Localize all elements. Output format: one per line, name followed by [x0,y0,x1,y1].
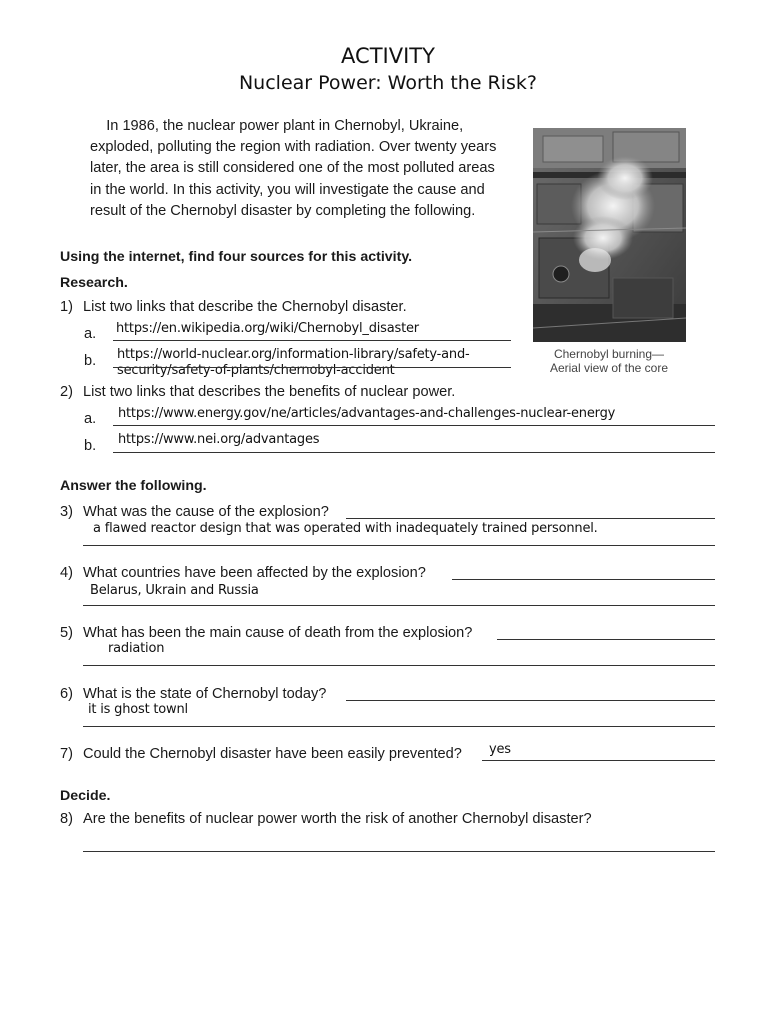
q5-line-1 [497,639,715,640]
q2-b-answer[interactable]: https://www.nei.org/advantages [118,432,320,447]
q6-answer[interactable]: it is ghost townl [88,702,188,717]
question-3-text: What was the cause of the explosion? [83,504,329,520]
q2-a-answer[interactable]: https://www.energy.gov/ne/articles/advantages-and-challenges-nuclear-energy [118,406,616,421]
q2-a-label: a. [84,411,97,427]
q1-b-answer-line-2[interactable]: security/safety-of-plants/chernobyl-accident [117,363,395,378]
q3-line-2 [83,545,715,546]
question-3-number: 3) [60,504,73,520]
q2-b-line [113,452,715,453]
q3-answer[interactable]: a flawed reactor design that was operated with inadequately trained personnel. [93,521,598,536]
question-5-text: What has been the main cause of death from the explosion? [83,625,473,641]
question-2-number: 2) [60,384,73,400]
intro-paragraph [90,116,510,222]
question-8-number: 8) [60,811,73,827]
question-2-text: List two links that describes the benefits of nuclear power. [83,384,456,400]
q5-answer[interactable]: radiation [108,641,165,656]
question-7-number: 7) [60,746,73,762]
intro-text: In 1986, the nuclear power plant in Chernobyl, Ukraine, exploded, polluting the region with radiation. Over twenty years later, the area is still considered one of the most polluted areas in the world. In this activity, you will investigate the cause and result of the Chernobyl disaster by completing the following. [90,118,497,219]
q6-line-1 [346,700,715,701]
q8-line[interactable] [83,851,715,852]
instructions-heading: Using the internet, find four sources for this activity. [60,249,413,265]
question-7-text: Could the Chernobyl disaster have been easily prevented? [83,746,462,762]
caption-line-1: Chernobyl burning— [553,347,665,361]
q4-answer[interactable]: Belarus, Ukrain and Russia [90,583,259,598]
q2-a-line [113,425,715,426]
q1-b-label: b. [84,353,97,369]
q3-line-1 [346,518,715,519]
q1-a-line [113,340,511,341]
question-4-number: 4) [60,565,73,581]
q1-b-line [113,367,511,368]
chernobyl-aerial-photo [533,128,686,342]
activity-title: ACTIVITY [341,44,435,68]
question-4-text: What countries have been affected by the explosion? [83,565,426,581]
q1-a-label: a. [84,326,97,342]
activity-subtitle: Nuclear Power: Worth the Risk? [238,72,538,94]
q1-a-answer[interactable]: https://en.wikipedia.org/wiki/Chernobyl_disaster [116,321,419,336]
q7-answer[interactable]: yes [489,742,511,757]
question-6-text: What is the state of Chernobyl today? [83,686,327,702]
research-heading: Research. [60,275,128,291]
question-8-text: Are the benefits of nuclear power worth the risk of another Chernobyl disaster? [83,811,592,827]
question-1-text: List two links that describe the Chernobyl disaster. [83,299,407,315]
q4-line-1 [452,579,715,580]
q7-line [482,760,715,761]
decide-heading: Decide. [60,788,111,804]
aerial-photo-image [533,128,686,342]
q4-line-2 [83,605,715,606]
answer-heading: Answer the following. [60,478,207,494]
question-5-number: 5) [60,625,73,641]
question-6-number: 6) [60,686,73,702]
q2-b-label: b. [84,438,97,454]
q1-b-answer-line-1[interactable]: https://world-nuclear.org/information-library/safety-and- [117,347,470,362]
question-1-number: 1) [60,299,73,315]
q5-line-2 [83,665,715,666]
photo-caption [533,347,685,375]
q6-line-2 [83,726,715,727]
caption-line-2: Aerial view of the core [549,361,669,375]
